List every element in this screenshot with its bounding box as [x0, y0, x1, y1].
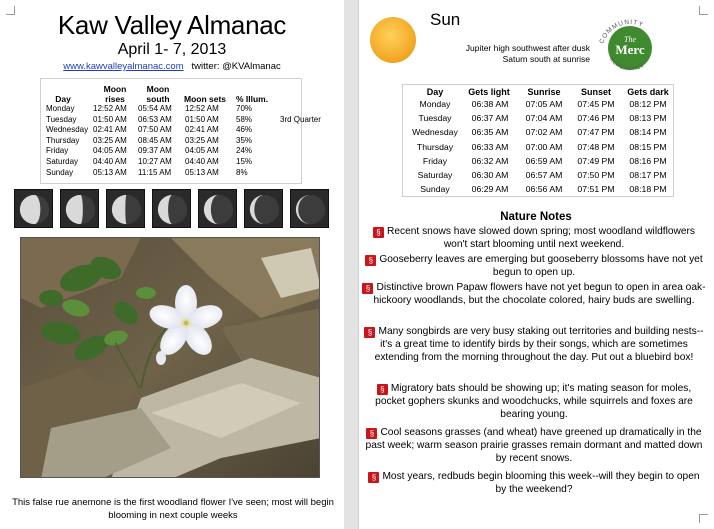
section-bullet-icon: §: [377, 384, 388, 395]
moon-phase-tile: [244, 189, 283, 228]
moon-cell-sets: 01:50 AM: [185, 114, 219, 124]
sun-cell-sunset: 07:48 PM: [577, 141, 615, 152]
sun-cell-sunset: 07:51 PM: [577, 184, 615, 195]
moon-cell-sets: 04:05 AM: [185, 146, 219, 156]
nature-note-text: Gooseberry leaves are emerging but gooseberry blossoms have not yet begun to open up.: [379, 254, 703, 279]
moon-cell-rises: 05:13 AM: [93, 167, 127, 177]
saturn-note: Saturn south at sunrise: [502, 54, 590, 64]
moon-cell-illum: 70%: [236, 104, 253, 113]
sun-header-gets-light: Gets light: [468, 87, 510, 97]
moon-cell-south: 09:37 AM: [138, 146, 172, 156]
sun-cell-day: Friday: [422, 155, 448, 166]
sun-cell-sunrise: 06:57 AM: [525, 170, 563, 180]
sun-cell-sunset: 07:49 PM: [577, 155, 615, 166]
section-bullet-icon: §: [368, 472, 379, 483]
sun-cell-gets_light: 06:35 AM: [471, 127, 509, 138]
moon-phase-tile: [60, 189, 99, 228]
moon-cell-rises: 04:40 AM: [93, 157, 127, 166]
moon-cell-note: 3rd Quarter: [280, 114, 321, 124]
section-bullet-icon: §: [364, 327, 375, 338]
sun-cell-gets_dark: 08:17 PM: [629, 170, 667, 180]
sun-cell-sunrise: 07:05 AM: [525, 99, 563, 109]
moon-cell-day: Sunday: [46, 167, 74, 177]
nature-note: [362, 382, 706, 422]
sun-cell-day: Thursday: [416, 141, 454, 152]
svg-text:The: The: [624, 35, 636, 44]
svg-text:Merc: Merc: [615, 42, 645, 57]
sun-cell-gets_dark: 08:15 PM: [629, 141, 667, 152]
nature-note: [362, 325, 706, 365]
sun-cell-sunrise: 07:04 AM: [525, 113, 563, 124]
nature-note-text: Recent snows have slowed down spring; most woodland wildflowers won't start blooming until next weekend.: [386, 226, 696, 251]
moon-phase-tile: [106, 189, 145, 228]
almanac-title: Kaw Valley Almanac: [57, 10, 287, 40]
nature-note: [362, 470, 706, 496]
page-gutter: [344, 0, 358, 529]
moon-header-illum: % Illum.: [235, 94, 269, 104]
sun-cell-gets_dark: 08:18 PM: [629, 184, 667, 195]
moon-phase-icon: [15, 190, 53, 228]
sun-cell-gets_light: 06:32 AM: [471, 155, 509, 166]
sun-cell-sunrise: 07:02 AM: [525, 127, 563, 138]
sun-cell-day: Sunday: [420, 184, 450, 195]
sun-cell-day: Tuesday: [418, 113, 452, 124]
almanac-links: [0, 61, 344, 73]
false-rue-anemone-photo: [20, 237, 320, 478]
moon-cell-illum: 24%: [236, 146, 253, 156]
svg-text:COMMUNITY: COMMUNITY: [598, 18, 645, 45]
photo-caption: This false rue anemone is the first woodland flower I've seen; most will begin blooming in next couple weeks: [12, 497, 334, 521]
website-link[interactable]: www.kawvalleyalmanac.com: [63, 61, 184, 72]
nature-note: [362, 253, 706, 279]
moon-phase-icon: [153, 190, 191, 228]
sun-cell-gets_light: 06:37 AM: [471, 113, 509, 124]
moon-cell-sets: 04:40 AM: [185, 157, 219, 166]
jupiter-note: Jupiter high southwest after dusk: [465, 43, 590, 53]
sun-cell-gets_light: 06:33 AM: [471, 141, 509, 152]
sun-cell-day: Wednesday: [412, 127, 458, 138]
moon-phase-icon: [291, 190, 329, 228]
nature-note-text: Cool seasons grasses (and wheat) have greened up dramatically in the past week; warm season prairie grasses remain dormant and matted down by recent snows.: [365, 427, 703, 465]
sun-cell-day: Saturday: [417, 170, 453, 180]
moon-phase-tile: [198, 189, 237, 228]
moon-cell-rises: 12:52 AM: [93, 104, 127, 113]
crop-mark: [699, 6, 708, 15]
nature-note: [362, 281, 706, 307]
nature-note-text: Migratory bats should be showing up; it's mating season for moles, pocket gophers skunks and woodchucks, while squirrels and foxes are bearing young.: [375, 383, 693, 421]
section-bullet-icon: §: [362, 283, 373, 294]
sun-header-sunset: Sunset: [580, 87, 611, 97]
section-bullet-icon: §: [366, 428, 377, 439]
sun-icon: [368, 15, 418, 65]
moon-cell-rises: 03:25 AM: [93, 135, 127, 145]
moon-cell-sets: 02:41 AM: [185, 125, 219, 135]
crop-mark: [699, 514, 708, 523]
moon-cell-rises: 04:05 AM: [93, 146, 127, 156]
merc-logo: [590, 12, 670, 72]
moon-cell-south: 08:45 AM: [138, 135, 172, 145]
sun-header-sunrise: Sunrise: [527, 87, 561, 97]
moon-cell-illum: 58%: [236, 114, 253, 124]
moon-cell-illum: 15%: [236, 157, 253, 166]
nature-note-text: Distinctive brown Papaw flowers have not yet begun to open in area oak-hickoory woodlands, but the chocolate colored, hairy buds are swelling.: [373, 282, 706, 307]
sun-cell-gets_light: 06:29 AM: [471, 184, 509, 195]
moon-header-rises: Moon rises: [103, 84, 127, 104]
moon-cell-south: 06:53 AM: [138, 114, 172, 124]
nature-note: [362, 426, 706, 466]
moon-phase-icon: [245, 190, 283, 228]
moon-phase-tile: [152, 189, 191, 228]
nature-note: [362, 225, 706, 251]
moon-cell-day: Friday: [46, 146, 69, 156]
moon-phase-tile: [14, 189, 53, 228]
moon-cell-day: Monday: [46, 104, 75, 113]
sun-cell-sunrise: 06:59 AM: [525, 155, 563, 166]
sun-cell-gets_dark: 08:13 PM: [629, 113, 667, 124]
moon-cell-rises: 02:41 AM: [93, 125, 127, 135]
moon-phase-icon: [107, 190, 145, 228]
moon-cell-day: Wednesday: [46, 125, 89, 135]
sun-cell-gets_light: 06:30 AM: [471, 170, 509, 180]
sun-cell-sunset: 07:47 PM: [577, 127, 615, 138]
sun-header-day: Day: [426, 87, 444, 97]
moon-cell-illum: 35%: [236, 135, 253, 145]
twitter-handle: twitter: @KVAlmanac: [191, 61, 281, 72]
moon-cell-sets: 03:25 AM: [185, 135, 219, 145]
sun-cell-day: Monday: [419, 99, 451, 109]
sun-cell-sunrise: 06:56 AM: [525, 184, 563, 195]
section-bullet-icon: §: [365, 255, 376, 266]
sun-cell-sunset: 07:45 PM: [577, 99, 615, 109]
moon-header-day: Day: [55, 94, 71, 104]
svg-text:MERCANTILE: MERCANTILE: [607, 56, 646, 72]
sun-cell-gets_light: 06:38 AM: [471, 99, 509, 109]
sun-cell-sunset: 07:50 PM: [577, 170, 615, 180]
moon-header-south: Moon south: [146, 84, 170, 104]
sun-cell-gets_dark: 08:16 PM: [629, 155, 667, 166]
sun-cell-gets_dark: 08:12 PM: [629, 99, 667, 109]
moon-cell-day: Thursday: [46, 135, 80, 145]
sun-cell-sunrise: 07:00 AM: [525, 141, 563, 152]
moon-cell-illum: 46%: [236, 125, 253, 135]
moon-cell-day: Saturday: [46, 157, 79, 166]
sun-header-gets-dark: Gets dark: [627, 87, 669, 97]
nature-note-text: Many songbirds are very busy staking out territories and building nests--it's a great time to identify birds by their songs, which are sometimes extending from the morning throughout the day. Put out a bluebird box!: [374, 326, 704, 364]
moon-cell-illum: 8%: [236, 167, 248, 177]
sun-cell-gets_dark: 08:14 PM: [629, 127, 667, 138]
moon-cell-sets: 12:52 AM: [185, 104, 219, 113]
nature-note-text: Most years, redbuds begin blooming this week--will they begin to open by the weekend?: [382, 471, 700, 496]
almanac-dates: April 1- 7, 2013: [117, 41, 227, 58]
moon-phase-icon: [61, 190, 99, 228]
moon-phase-icon: [199, 190, 237, 228]
moon-cell-sets: 05:13 AM: [185, 167, 219, 177]
moon-cell-south: 07:50 AM: [138, 125, 172, 135]
sun-title: Sun: [430, 10, 461, 29]
nature-notes-title: Nature Notes: [500, 211, 572, 223]
moon-cell-south: 05:54 AM: [138, 104, 172, 113]
sun-cell-sunset: 07:46 PM: [577, 113, 615, 124]
moon-cell-south: 11:15 AM: [138, 167, 172, 177]
moon-cell-south: 10:27 AM: [138, 157, 172, 166]
moon-cell-rises: 01:50 AM: [93, 114, 127, 124]
moon-phase-tile: [290, 189, 329, 228]
section-bullet-icon: §: [373, 227, 384, 238]
moon-cell-day: Tuesday: [46, 114, 77, 124]
moon-header-sets: Moon sets: [183, 94, 227, 104]
